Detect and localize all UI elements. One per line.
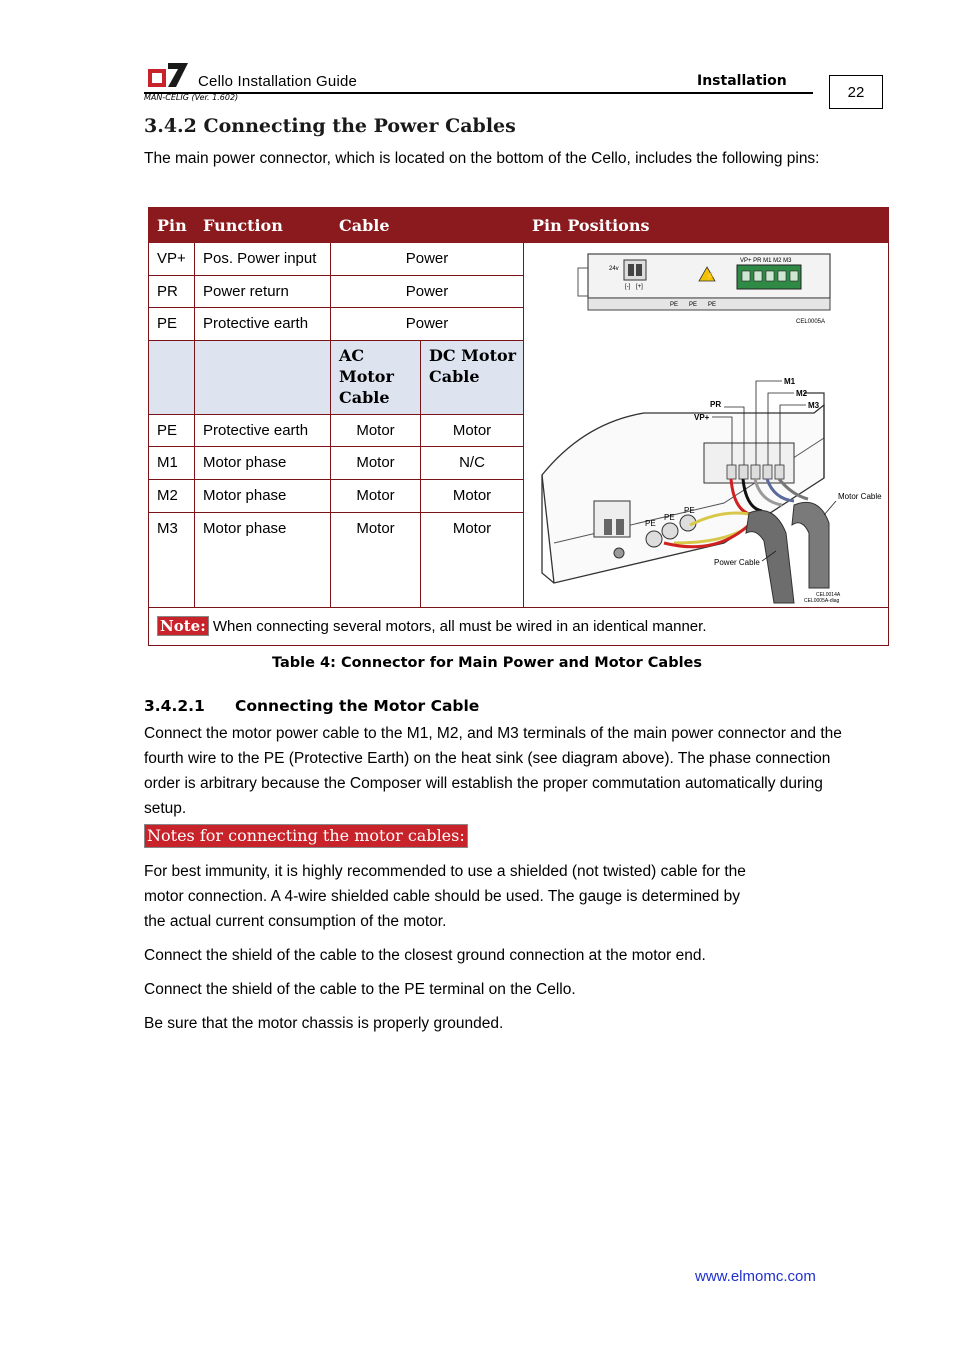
section-title: 3.4.2 Connecting the Power Cables [144,115,516,137]
doc-version: MAN-CELIG (Ver. 1.602) [144,93,239,102]
subheader-ac: AC Motor Cable [331,341,421,415]
label-plus: [+] [636,284,643,290]
leader-m3: M3 [808,401,820,410]
ac-cell: Motor [331,447,421,480]
ac-cell: Motor [331,414,421,447]
label-minus: [-] [625,284,631,290]
power-cable-label: Power Cable [714,558,760,567]
label-code-top: CEL0005A [796,319,826,325]
function-cell: Protective earth [195,414,331,447]
label-24v: 24v [609,266,619,272]
function-cell: Motor phase [195,447,331,480]
pe-label-3: PE [684,506,695,515]
function-cell: Motor phase [195,480,331,513]
motor-cable-label: Motor Cable [838,492,882,501]
ac-cell: Motor [331,512,421,607]
leader-m1: M1 [784,377,796,386]
footer-website-link[interactable]: www.elmomc.com [695,1268,816,1285]
immunity-paragraph: For best immunity, it is highly recommended to use a shielded (not twisted) cable for the motor connection. A 4-wire shielded cable should be used. The gauge is determined by the actual current consumption of the motor. [144,863,746,930]
dc-cell: Motor [421,414,524,447]
ac-cell: Motor [331,480,421,513]
dc-cell: Motor [421,512,524,607]
empty-cell [149,341,195,415]
connector-diagram [524,243,887,607]
header-function: Function [195,208,331,243]
pe-label-1: PE [645,519,656,528]
page-number: 22 [829,75,883,109]
function-cell: Protective earth [195,308,331,341]
leader-m2: M2 [796,389,808,398]
leader-vp: VP+ [694,413,710,422]
subheader-dc: DC Motor Cable [421,341,524,415]
shield-pe-paragraph: Connect the shield of the cable to the PE terminal on the Cello. [144,981,576,998]
subsection-number: 3.4.2.1 [144,697,205,715]
pe-label-2: PE [664,513,675,522]
table-header-row [149,208,889,243]
label-pe-3: PE [708,302,717,308]
label-pin-row: VP+ PR M1 M2 M3 [740,258,792,264]
pin-cell: PE [149,308,195,341]
pin-cell: PR [149,275,195,308]
guide-title: Cello Installation Guide [198,73,358,90]
cable-cell: Power [331,243,524,276]
chassis-paragraph: Be sure that the motor chassis is properly grounded. [144,1015,504,1032]
header-rule [144,92,813,94]
pin-cell: M1 [149,447,195,480]
note-label: Note: [157,616,209,636]
dc-cell: Motor [421,480,524,513]
figure-code-2: CEL0005A-diag [804,598,840,604]
pin-cell: PE [149,414,195,447]
subsection-title-text: Connecting the Motor Cable [235,697,480,715]
label-pe-1: PE [670,302,679,308]
header-cable: Cable [331,208,524,243]
top-view [578,254,830,325]
pin-positions-figure [524,243,889,608]
function-cell: Power return [195,275,331,308]
subsection-title [144,697,479,715]
figure-code-1: CEL0014A [816,592,841,598]
note-text: When connecting several motors, all must be wired in an identical manner. [208,618,707,635]
header-pin: Pin [149,208,195,243]
connector-table [148,207,889,646]
leader-pr: PR [710,400,722,409]
header-pin-positions: Pin Positions [524,208,889,243]
label-pe-2: PE [689,302,698,308]
section-name: Installation [697,73,787,89]
shield-motor-paragraph: Connect the shield of the cable to the closest ground connection at the motor end. [144,947,706,964]
cable-cell: Power [331,308,524,341]
elmo-logo [146,57,190,89]
pin-cell: M3 [149,512,195,607]
pin-cell: M2 [149,480,195,513]
empty-cell [195,341,331,415]
intro-paragraph: The main power connector, which is located on the bottom of the Cello, includes the following pins: [144,150,820,167]
function-cell: Pos. Power input [195,243,331,276]
note-cell [149,608,889,646]
function-cell: Motor phase [195,512,331,607]
notes-heading: Notes for connecting the motor cables: [144,824,468,848]
cable-cell: Power [331,275,524,308]
pin-cell: VP+ [149,243,195,276]
table-row [149,243,889,276]
table-note-row [149,608,889,646]
svg-text:⚡: ⚡ [705,272,715,281]
wiring-view [542,377,882,604]
table-caption: Table 4: Connector for Main Power and Motor Cables [271,655,703,671]
motor-cable-paragraph: Connect the motor power cable to the M1, M2, and M3 terminals of the main power connector and the fourth wire to the PE (Protective Earth) on the heat sink (see diagram above). The phase connection order is arbitrary because the Composer will establish the proper commutation automatically during setup. [144,725,842,817]
dc-cell: N/C [421,447,524,480]
